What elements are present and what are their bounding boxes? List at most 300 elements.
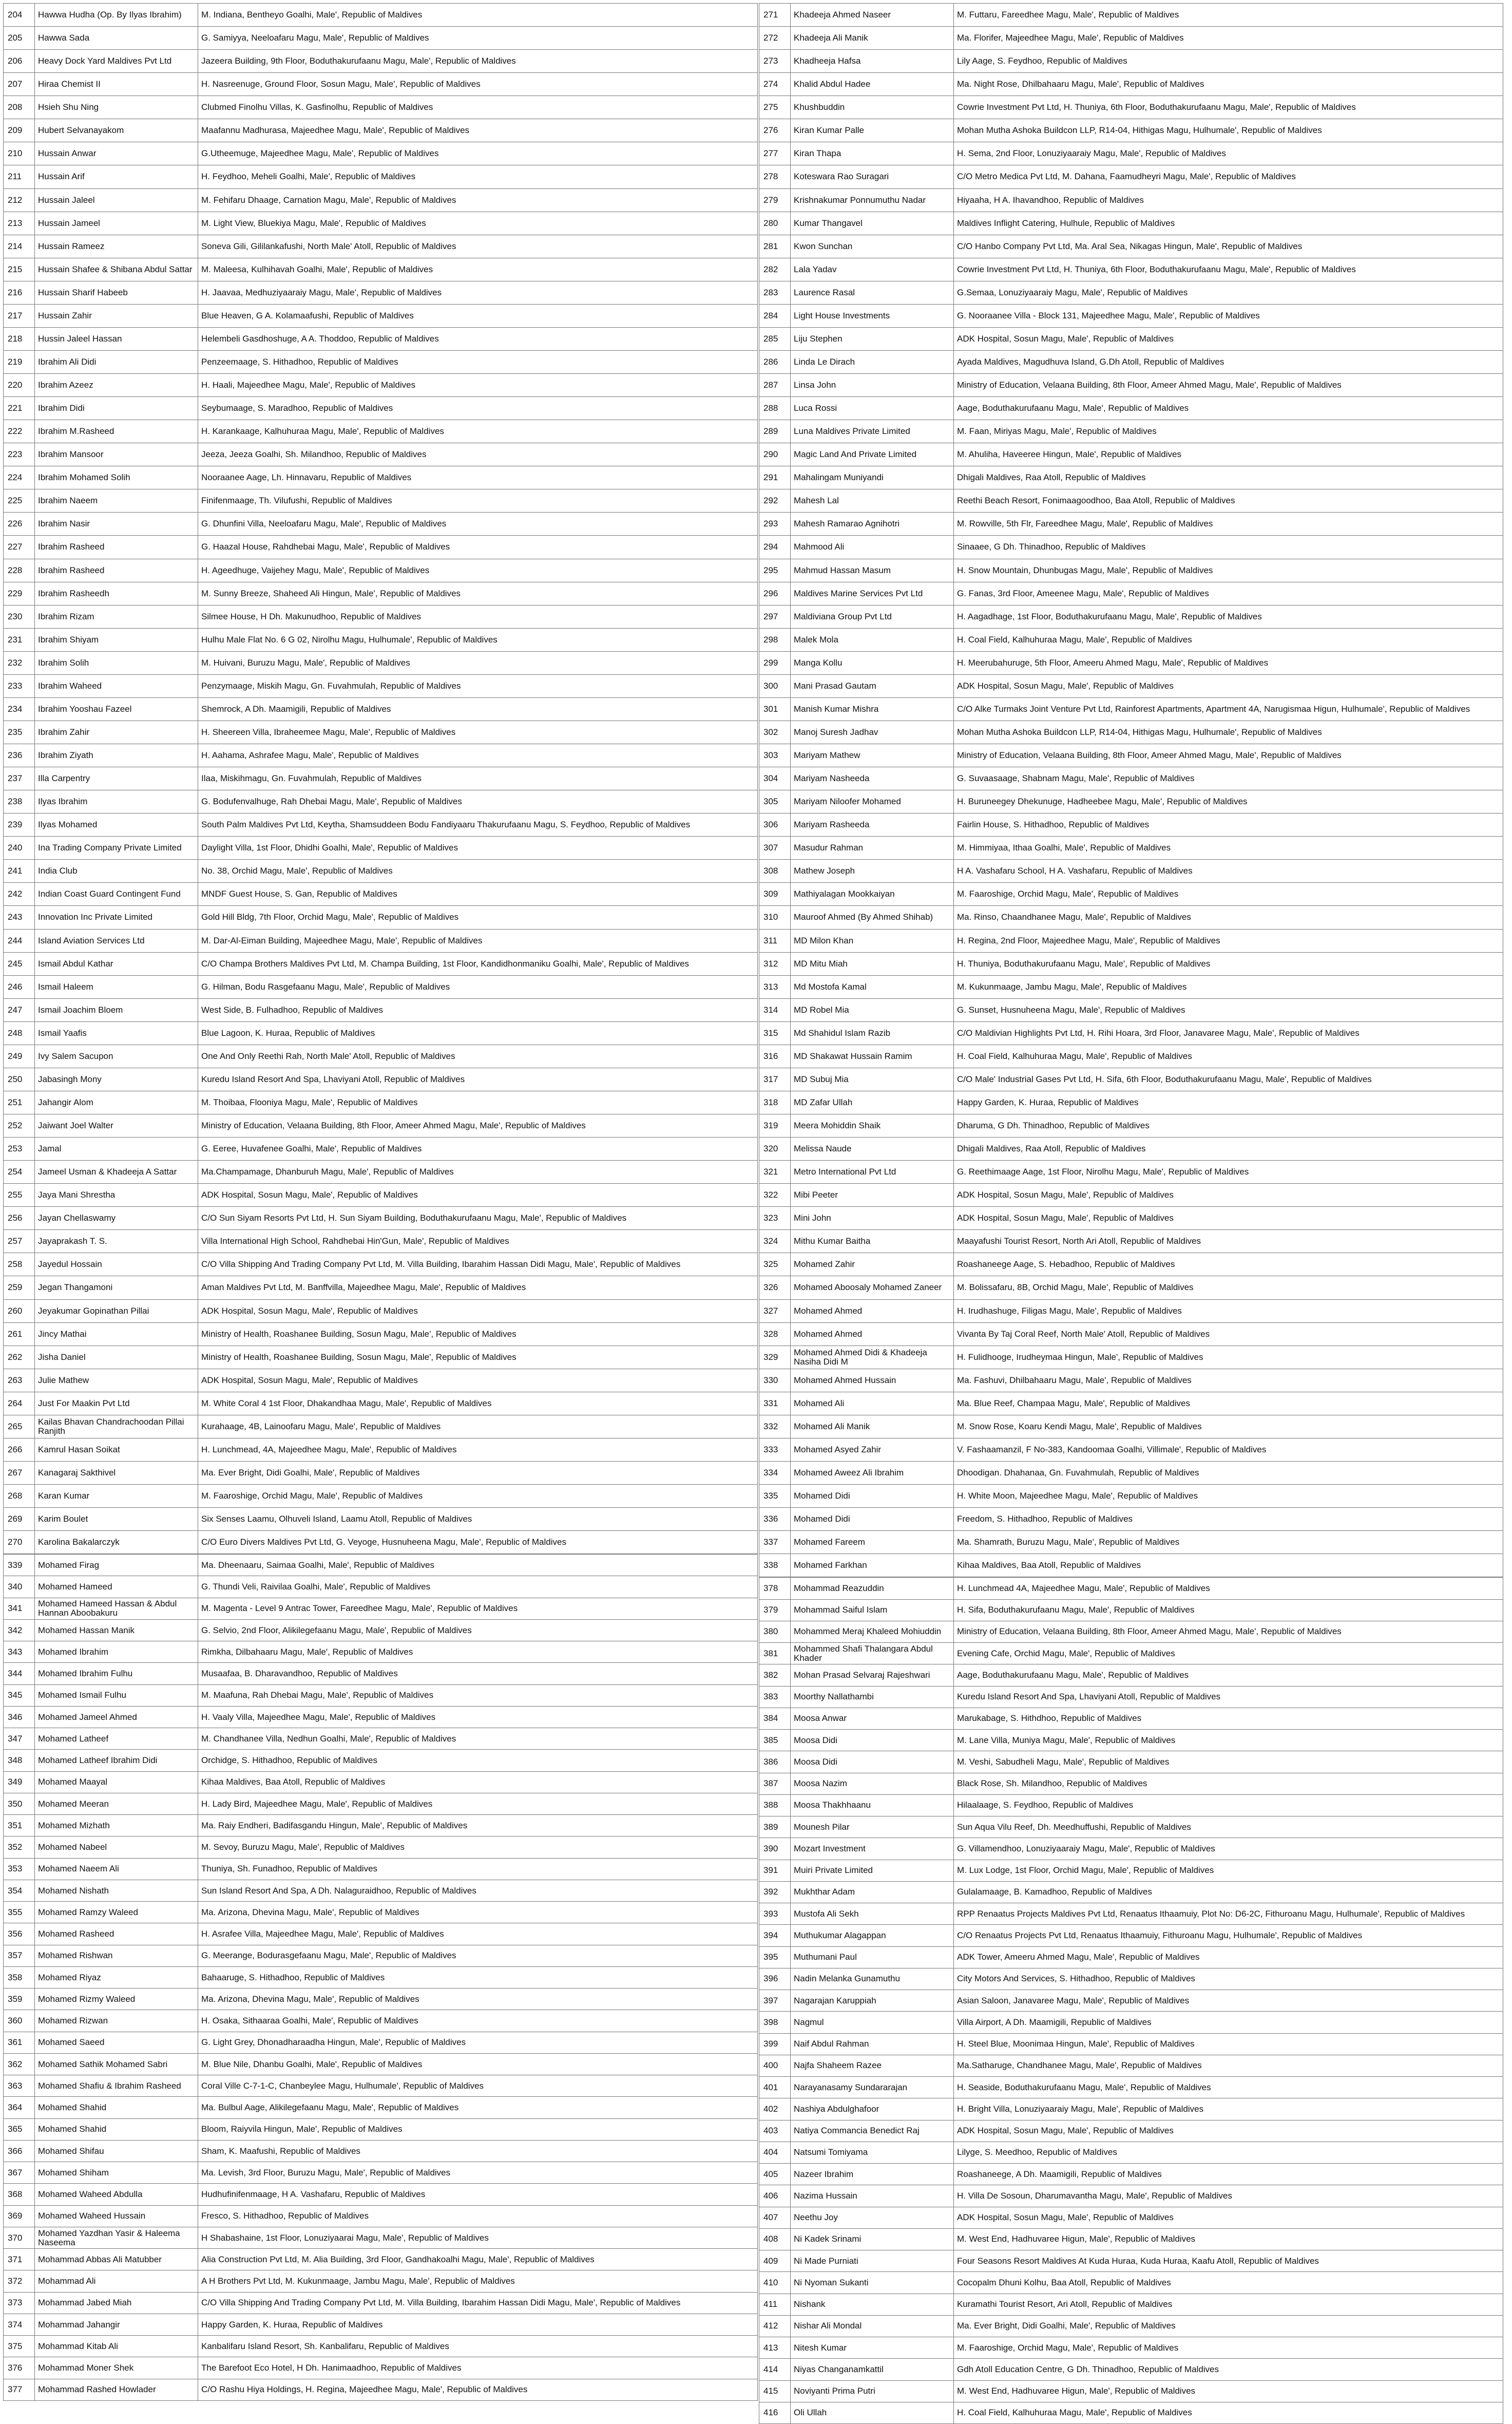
row-name: Muthumani Paul <box>791 1946 954 1968</box>
row-address: Asian Saloon, Janavaree Magu, Male', Republic of Maldives <box>954 1990 1503 2012</box>
row-name: Mohamed Jameel Ahmed <box>35 1706 198 1728</box>
row-number: 275 <box>759 96 791 119</box>
table-row <box>4 2357 758 2379</box>
row-name: Hubert Selvanayakom <box>35 119 198 142</box>
table-row <box>759 1322 1503 1346</box>
row-name: Mohamed Rizwan <box>35 2010 198 2032</box>
table-row <box>759 883 1503 906</box>
row-name: Neethu Joy <box>791 2207 954 2228</box>
table-row <box>759 1184 1503 1207</box>
row-address: ADK Hospital, Sosun Magu, Male', Republic of Maldives <box>198 1369 758 1392</box>
row-name: Mohammad Saiful Islam <box>791 1599 954 1621</box>
row-address: M. Sunny Breeze, Shaheed Ali Hingun, Male', Republic of Maldives <box>198 582 758 605</box>
row-number: 326 <box>759 1276 791 1299</box>
row-address: C/O Maldivian Highlights Pvt Ltd, H. Rihi Hoara, 3rd Floor, Janavaree Magu, Male', Republic of Maldives <box>954 1021 1503 1045</box>
row-number: 398 <box>759 2012 791 2033</box>
row-number: 361 <box>4 2032 35 2053</box>
row-name: Mohamed Meeran <box>35 1793 198 1814</box>
row-name: Hussain Arif <box>35 165 198 188</box>
row-number: 414 <box>759 2359 791 2380</box>
table-row <box>759 1881 1503 1903</box>
table-row <box>4 2336 758 2357</box>
row-number: 262 <box>4 1346 35 1369</box>
table-row <box>4 975 758 998</box>
row-name: Khalid Abdul Hadee <box>791 73 954 96</box>
row-number: 311 <box>759 929 791 952</box>
table-row <box>759 2315 1503 2337</box>
table-row <box>759 513 1503 536</box>
row-name: Mariyam Mathew <box>791 744 954 767</box>
row-number: 411 <box>759 2294 791 2315</box>
table-row <box>759 96 1503 119</box>
row-name: Mukhthar Adam <box>791 1881 954 1903</box>
table-row <box>4 1138 758 1161</box>
row-address: M. Light View, Bluekiya Magu, Male', Republic of Maldives <box>198 212 758 235</box>
table-row <box>4 165 758 188</box>
row-name: Hussain Sharif Habeeb <box>35 281 198 304</box>
row-name: Hiraa Chemist II <box>35 73 198 96</box>
row-number: 335 <box>759 1485 791 1508</box>
row-address: M. White Coral 4 1st Floor, Dhakandhaa Magu, Male', Republic of Maldives <box>198 1392 758 1415</box>
row-name: Mohamed Aweez Ali Ibrahim <box>791 1461 954 1484</box>
row-address: H. Fulidhooge, Irudheymaa Hingun, Male', Republic of Maldives <box>954 1346 1503 1369</box>
row-name: Ilyas Ibrahim <box>35 790 198 813</box>
row-address: M. Blue Nile, Dhanbu Goalhi, Male', Republic of Maldives <box>198 2053 758 2075</box>
table-row <box>759 998 1503 1021</box>
row-name: Mohamed Ramzy Waleed <box>35 1902 198 1923</box>
row-name: Mohamed Fareem <box>791 1531 954 1554</box>
row-address: Alia Construction Pvt Ltd, M. Alia Building, 3rd Floor, Gandhakoalhi Magu, Male', Republic of Maldives <box>198 2249 758 2270</box>
row-number: 394 <box>759 1925 791 1946</box>
row-number: 307 <box>759 837 791 860</box>
row-address: The Barefoot Eco Hotel, H Dh. Hanimaadhoo, Republic of Maldives <box>198 2357 758 2379</box>
table-row <box>4 628 758 651</box>
row-number: 377 <box>4 2379 35 2400</box>
table-row <box>759 1578 1503 1599</box>
row-address: M. Snow Rose, Koaru Kendi Magu, Male', Republic of Maldives <box>954 1415 1503 1438</box>
table-row <box>4 1945 758 1966</box>
row-name: Jamal <box>35 1138 198 1161</box>
table-row <box>759 697 1503 721</box>
row-name: Ibrahim Nasir <box>35 513 198 536</box>
table-row <box>759 2380 1503 2402</box>
row-name: Khadheeja Hafsa <box>791 50 954 73</box>
table-row <box>4 1684 758 1706</box>
row-address: G. Reethimaage Aage, 1st Floor, Nirolhu Magu, Male', Republic of Maldives <box>954 1161 1503 1184</box>
row-number: 363 <box>4 2075 35 2097</box>
row-number: 321 <box>759 1161 791 1184</box>
row-address: H. Seaside, Boduthakurufaanu Magu, Male', Republic of Maldives <box>954 2077 1503 2098</box>
table-row <box>759 2142 1503 2163</box>
row-number: 208 <box>4 96 35 119</box>
row-number: 218 <box>4 327 35 350</box>
table-row <box>759 235 1503 258</box>
row-name: Muthukumar Alagappan <box>791 1925 954 1946</box>
table-row <box>4 790 758 813</box>
table-row <box>759 327 1503 350</box>
row-number: 204 <box>4 4 35 27</box>
row-name: Hawwa Hudha (Op. By Ilyas Ibrahim) <box>35 4 198 27</box>
row-address: G.Semaa, Lonuziyaaraiy Magu, Male', Republic of Maldives <box>954 281 1503 304</box>
row-number: 333 <box>759 1438 791 1461</box>
table-row <box>759 50 1503 73</box>
row-name: Jameel Usman & Khadeeja A Sattar <box>35 1161 198 1184</box>
row-name: Khadeeja Ahmed Naseer <box>791 4 954 27</box>
row-address: ADK Tower, Ameeru Ahmed Magu, Male', Republic of Maldives <box>954 1946 1503 1968</box>
row-number: 373 <box>4 2292 35 2314</box>
row-address: Helembeli Gasdhoshuge, A A. Thoddoo, Republic of Maldives <box>198 327 758 350</box>
row-name: Naif Abdul Rahman <box>791 2033 954 2055</box>
row-name: Light House Investments <box>791 304 954 327</box>
row-name: India Club <box>35 860 198 883</box>
row-address: Kuredu Island Resort And Spa, Lhaviyani Atoll, Republic of Maldives <box>954 1686 1503 1708</box>
row-name: Masudur Rahman <box>791 837 954 860</box>
row-name: Ibrahim M.Rasheed <box>35 420 198 443</box>
row-number: 401 <box>759 2077 791 2098</box>
row-address: Ayada Maldives, Magudhuva Island, G.Dh Atoll, Republic of Maldives <box>954 350 1503 373</box>
row-address: G.Utheemuge, Majeedhee Magu, Male', Republic of Maldives <box>198 142 758 165</box>
table-row <box>759 767 1503 790</box>
row-number: 270 <box>4 1531 35 1554</box>
table-row <box>4 2162 758 2184</box>
table-row <box>4 1555 758 1576</box>
table-row <box>4 813 758 837</box>
table-row <box>4 188 758 212</box>
row-number: 213 <box>4 212 35 235</box>
row-name: MD Milon Khan <box>791 929 954 952</box>
row-number: 273 <box>759 50 791 73</box>
row-name: Mohamed Aboosaly Mohamed Zaneer <box>791 1276 954 1299</box>
table-row <box>4 397 758 420</box>
row-number: 231 <box>4 628 35 651</box>
row-address: Bahaaruge, S. Hithadhoo, Republic of Maldives <box>198 1966 758 1988</box>
row-address: H. Jaavaa, Medhuziyaaraiy Magu, Male', Republic of Maldives <box>198 281 758 304</box>
row-name: MD Robel Mia <box>791 998 954 1021</box>
row-name: Moosa Didi <box>791 1730 954 1751</box>
row-name: Mohamed Ali Manik <box>791 1415 954 1438</box>
row-address: Ma. Florifer, Majeedhee Magu, Male', Republic of Maldives <box>954 27 1503 50</box>
row-number: 249 <box>4 1045 35 1068</box>
row-number: 371 <box>4 2249 35 2270</box>
row-address: M. Kukunmaage, Jambu Magu, Male', Republic of Maldives <box>954 975 1503 998</box>
row-name: Mohammad Moner Shek <box>35 2357 198 2379</box>
row-address: G. Samiyya, Neeloafaru Magu, Male', Republic of Maldives <box>198 27 758 50</box>
row-name: Nashiya Abdulghafoor <box>791 2098 954 2120</box>
row-number: 250 <box>4 1068 35 1091</box>
row-address: MNDF Guest House, S. Gan, Republic of Maldives <box>198 883 758 906</box>
row-number: 295 <box>759 559 791 582</box>
table-row <box>759 1554 1503 1577</box>
row-number: 266 <box>4 1438 35 1461</box>
table-row <box>4 837 758 860</box>
row-address: Ma. Blue Reef, Champaa Magu, Male', Republic of Maldives <box>954 1392 1503 1415</box>
row-name: Indian Coast Guard Contingent Fund <box>35 883 198 906</box>
row-address: Ministry of Education, Velaana Building, 8th Floor, Ameer Ahmed Magu, Male', Republic of Maldives <box>954 744 1503 767</box>
row-address: G. Thundi Veli, Raivilaa Goalhi, Male', Republic of Maldives <box>198 1576 758 1598</box>
table-row <box>759 2359 1503 2380</box>
row-address: ADK Hospital, Sosun Magu, Male', Republic of Maldives <box>954 1207 1503 1230</box>
table-row <box>759 466 1503 489</box>
row-number: 246 <box>4 975 35 998</box>
row-address: Gulalamaage, B. Kamadhoo, Republic of Maldives <box>954 1881 1503 1903</box>
row-name: Nazima Hussain <box>791 2185 954 2207</box>
row-name: Mohamed Rizmy Waleed <box>35 1989 198 2010</box>
row-number: 259 <box>4 1276 35 1299</box>
row-name: Ibrahim Rasheed <box>35 536 198 559</box>
table-row <box>759 2207 1503 2228</box>
row-number: 292 <box>759 489 791 513</box>
row-name: Mariyam Nasheeda <box>791 767 954 790</box>
row-number: 230 <box>4 605 35 628</box>
table-row <box>4 96 758 119</box>
row-name: Hussain Jaleel <box>35 188 198 212</box>
row-address: M. Sevoy, Buruzu Magu, Male', Republic of Maldives <box>198 1836 758 1858</box>
row-address: Cowrie Investment Pvt Ltd, H. Thuniya, 6th Floor, Boduthakurufaanu Magu, Male', Republic of Maldives <box>954 96 1503 119</box>
row-name: Moosa Nazim <box>791 1773 954 1794</box>
row-name: Mohammed Shafi Thalangara Abdul Khader <box>791 1643 954 1664</box>
row-name: Julie Mathew <box>35 1369 198 1392</box>
row-name: Ni Made Purniati <box>791 2250 954 2272</box>
row-number: 410 <box>759 2272 791 2294</box>
table-row <box>4 1793 758 1814</box>
row-address: Fresco, S. Hithadhoo, Republic of Maldives <box>198 2205 758 2227</box>
row-address: Fairlin House, S. Hithadhoo, Republic of Maldives <box>954 813 1503 837</box>
row-address: C/O Rashu Hiya Holdings, H. Regina, Majeedhee Magu, Male', Republic of Maldives <box>198 2379 758 2400</box>
row-name: Mahmud Hassan Masum <box>791 559 954 582</box>
table-row <box>4 1438 758 1461</box>
row-number: 312 <box>759 952 791 975</box>
row-name: Nishar Ali Mondal <box>791 2315 954 2337</box>
table-row <box>759 536 1503 559</box>
row-name: Manoj Suresh Jadhav <box>791 721 954 744</box>
row-name: Hussin Jaleel Hassan <box>35 327 198 350</box>
row-address: H. White Moon, Majeedhee Magu, Male', Republic of Maldives <box>954 1485 1503 1508</box>
row-name: Mohamed Saeed <box>35 2032 198 2053</box>
row-address: Vivanta By Taj Coral Reef, North Male' Atoll, Republic of Maldives <box>954 1322 1503 1346</box>
table-row <box>4 281 758 304</box>
row-number: 409 <box>759 2250 791 2272</box>
row-name: Linda Le Dirach <box>791 350 954 373</box>
row-address: Nooraanee Aage, Lh. Hinnavaru, Republic of Maldives <box>198 466 758 489</box>
table-row <box>759 1531 1503 1554</box>
row-address: Daylight Villa, 1st Floor, Dhidhi Goalhi, Male', Republic of Maldives <box>198 837 758 860</box>
row-address: M. Lane Villa, Muniya Magu, Male', Republic of Maldives <box>954 1730 1503 1751</box>
row-number: 219 <box>4 350 35 373</box>
row-address: Hilaalaage, S. Feydhoo, Republic of Maldives <box>954 1794 1503 1816</box>
row-number: 243 <box>4 906 35 929</box>
row-name: Kanagaraj Sakthivel <box>35 1461 198 1484</box>
row-address: Villa International High School, Rahdhebai Hin'Gun, Male', Republic of Maldives <box>198 1230 758 1253</box>
row-number: 271 <box>759 4 791 27</box>
table-row <box>759 1860 1503 1881</box>
table-row <box>4 466 758 489</box>
table-row <box>759 2402 1503 2423</box>
row-address: H. Steel Blue, Moonimaa Hingun, Male', Republic of Maldives <box>954 2033 1503 2055</box>
row-address: H. Snow Mountain, Dhunbugas Magu, Male', Republic of Maldives <box>954 559 1503 582</box>
table-row <box>759 304 1503 327</box>
row-number: 206 <box>4 50 35 73</box>
row-name: Mohammed Meraj Khaleed Mohiuddin <box>791 1621 954 1642</box>
row-name: Md Mostofa Kamal <box>791 975 954 998</box>
row-name: Luca Rossi <box>791 397 954 420</box>
row-number: 248 <box>4 1021 35 1045</box>
row-name: Jincy Mathai <box>35 1322 198 1346</box>
row-number: 290 <box>759 443 791 466</box>
row-number: 329 <box>759 1346 791 1369</box>
row-address: G. Meerange, Bodurasgefaanu Magu, Male', Republic of Maldives <box>198 1945 758 1966</box>
row-name: Mohamed Hassan Manik <box>35 1619 198 1641</box>
row-name: Krishnakumar Ponnumuthu Nadar <box>791 188 954 212</box>
row-address: ADK Hospital, Sosun Magu, Male', Republic of Maldives <box>198 1299 758 1322</box>
row-number: 245 <box>4 952 35 975</box>
row-number: 298 <box>759 628 791 651</box>
row-address: ADK Hospital, Sosun Magu, Male', Republic of Maldives <box>954 674 1503 697</box>
row-name: Manga Kollu <box>791 651 954 674</box>
row-name: MD Zafar Ullah <box>791 1091 954 1114</box>
row-name: Ibrahim Rasheed <box>35 559 198 582</box>
table-row <box>4 420 758 443</box>
row-name: Mohammad Kitab Ali <box>35 2336 198 2357</box>
row-address: Dhigali Maldives, Raa Atoll, Republic of Maldives <box>954 466 1503 489</box>
table-row <box>759 744 1503 767</box>
row-address: Ma. Arizona, Dhevina Magu, Male', Republic of Maldives <box>198 1989 758 2010</box>
row-address: Ma. Dheenaaru, Saimaa Goalhi, Male', Republic of Maldives <box>198 1555 758 1576</box>
row-name: Mani Prasad Gautam <box>791 674 954 697</box>
table-row <box>4 1966 758 1988</box>
row-name: Moosa Anwar <box>791 1708 954 1729</box>
row-number: 226 <box>4 513 35 536</box>
row-number: 306 <box>759 813 791 837</box>
row-address: H. Asrafee Villa, Majeedhee Magu, Male', Republic of Maldives <box>198 1923 758 1945</box>
table-row <box>759 420 1503 443</box>
table-row <box>4 2227 758 2248</box>
row-address: C/O Villa Shipping And Trading Company Pvt Ltd, M. Villa Building, Ibarahim Hassan Didi Magu, Male', Republic of Maldives <box>198 2292 758 2314</box>
row-name: Moosa Thakhhaanu <box>791 1794 954 1816</box>
row-number: 374 <box>4 2314 35 2335</box>
table-row <box>759 1438 1503 1461</box>
row-number: 352 <box>4 1836 35 1858</box>
table-row <box>4 1461 758 1484</box>
row-number: 247 <box>4 998 35 1021</box>
row-address: H. Coal Field, Kalhuhuraa Magu, Male', Republic of Maldives <box>954 1045 1503 1068</box>
row-address: Happy Garden, K. Huraa, Republic of Maldives <box>198 2314 758 2335</box>
row-number: 222 <box>4 420 35 443</box>
row-address: C/O Champa Brothers Maldives Pvt Ltd, M. Champa Building, 1st Floor, Kandidhonmaniku Goalhi, Male', Republic of Maldives <box>198 952 758 975</box>
row-name: Island Aviation Services Ltd <box>35 929 198 952</box>
row-address: C/O Renaatus Projects Pvt Ltd, Renaatus Ithaamuiy, Fithuroanu Magu, Hulhumale', Republic of Maldives <box>954 1925 1503 1946</box>
table-row <box>4 1114 758 1138</box>
row-name: Ibrahim Zahir <box>35 721 198 744</box>
row-address: Orchidge, S. Hithadhoo, Republic of Maldives <box>198 1750 758 1771</box>
row-number: 356 <box>4 1923 35 1945</box>
left-column <box>3 3 758 2401</box>
table-row <box>4 651 758 674</box>
row-address: Musaafaa, B. Dharavandhoo, Republic of Maldives <box>198 1663 758 1684</box>
row-name: Kwon Sunchan <box>791 235 954 258</box>
row-address: H. Coal Field, Kalhuhuraa Magu, Male', Republic of Maldives <box>954 628 1503 651</box>
table-row <box>759 119 1503 142</box>
table-row <box>4 860 758 883</box>
row-number: 353 <box>4 1858 35 1880</box>
row-number: 282 <box>759 258 791 281</box>
table-row <box>4 2097 758 2118</box>
row-number: 358 <box>4 1966 35 1988</box>
row-number: 408 <box>759 2228 791 2250</box>
table-row <box>4 258 758 281</box>
row-name: Ibrahim Solih <box>35 651 198 674</box>
row-address: Mohan Mutha Ashoka Buildcon LLP, R14-04, Hithigas Magu, Hulhumale', Republic of Maldives <box>954 119 1503 142</box>
row-name: Mohamed Hameed <box>35 1576 198 1598</box>
row-number: 413 <box>759 2337 791 2359</box>
row-name: Mohamed Ahmed <box>791 1322 954 1346</box>
table-row <box>4 4 758 27</box>
row-name: Kailas Bhavan Chandrachoodan Pillai Ranjith <box>35 1415 198 1438</box>
row-number: 217 <box>4 304 35 327</box>
row-name: Ismail Joachim Bloem <box>35 998 198 1021</box>
table-row <box>759 1161 1503 1184</box>
row-number: 327 <box>759 1299 791 1322</box>
row-name: Nazeer Ibrahim <box>791 2164 954 2185</box>
row-address: H. Lady Bird, Majeedhee Magu, Male', Republic of Maldives <box>198 1793 758 1814</box>
row-number: 406 <box>759 2185 791 2207</box>
row-address: M. Lux Lodge, 1st Floor, Orchid Magu, Male', Republic of Maldives <box>954 1860 1503 1881</box>
row-name: Ibrahim Shiyam <box>35 628 198 651</box>
row-name: Melissa Naude <box>791 1138 954 1161</box>
row-name: Nishank <box>791 2294 954 2315</box>
row-number: 367 <box>4 2162 35 2184</box>
row-address: H. Vaaly Villa, Majeedhee Magu, Male', Republic of Maldives <box>198 1706 758 1728</box>
table-row <box>759 790 1503 813</box>
row-number: 255 <box>4 1184 35 1207</box>
row-number: 382 <box>759 1664 791 1686</box>
table-row <box>759 582 1503 605</box>
table-row <box>759 2120 1503 2142</box>
row-number: 238 <box>4 790 35 813</box>
table-row <box>4 2292 758 2314</box>
row-number: 392 <box>759 1881 791 1903</box>
row-number: 256 <box>4 1207 35 1230</box>
row-number: 299 <box>759 651 791 674</box>
row-name: Karim Boulet <box>35 1508 198 1531</box>
table-row <box>759 1138 1503 1161</box>
table-row <box>4 1276 758 1299</box>
table-row <box>759 281 1503 304</box>
row-name: Kumar Thangavel <box>791 212 954 235</box>
row-name: Mohamed Hameed Hassan & Abdul Hannan Aboobakuru <box>35 1598 198 1619</box>
row-name: Mohamed Ibrahim Fulhu <box>35 1663 198 1684</box>
row-address: C/O Metro Medica Pvt Ltd, M. Dahana, Faamudheyri Magu, Male', Republic of Maldives <box>954 165 1503 188</box>
row-number: 267 <box>4 1461 35 1484</box>
row-address: Ministry of Health, Roashanee Building, Sosun Magu, Male', Republic of Maldives <box>198 1322 758 1346</box>
row-number: 342 <box>4 1619 35 1641</box>
row-address: Ministry of Education, Velaana Building, 8th Floor, Ameer Ahmed Magu, Male', Republic of Maldives <box>954 1621 1503 1642</box>
row-name: Najfa Shaheem Razee <box>791 2055 954 2076</box>
table-row <box>759 142 1503 165</box>
table-row <box>759 1794 1503 1816</box>
table-row <box>4 73 758 96</box>
row-number: 291 <box>759 466 791 489</box>
row-number: 379 <box>759 1599 791 1621</box>
table-row <box>759 721 1503 744</box>
row-number: 359 <box>4 1989 35 2010</box>
table-row <box>759 1751 1503 1773</box>
row-number: 228 <box>4 559 35 582</box>
row-number: 388 <box>759 1794 791 1816</box>
row-name: Mariyam Rasheeda <box>791 813 954 837</box>
row-address: Kuramathi Tourist Resort, Ari Atoll, Republic of Maldives <box>954 2294 1503 2315</box>
table-row <box>4 1068 758 1091</box>
row-address: ADK Hospital, Sosun Magu, Male', Republic of Maldives <box>954 2207 1503 2228</box>
